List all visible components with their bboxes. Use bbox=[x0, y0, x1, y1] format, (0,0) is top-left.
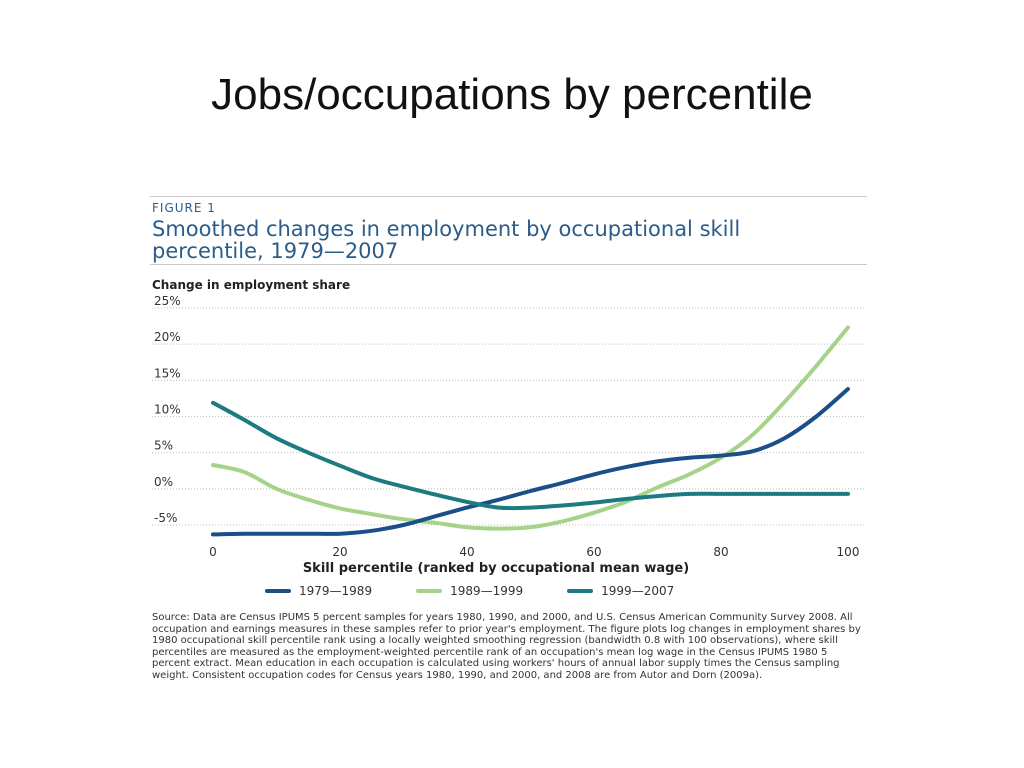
series-line-0 bbox=[213, 389, 848, 534]
legend-item bbox=[567, 584, 674, 598]
x-axis-ticks bbox=[209, 545, 859, 559]
x-tick-label: 20 bbox=[332, 545, 348, 559]
x-tick-label: 80 bbox=[713, 545, 729, 559]
x-tick-label: 0 bbox=[209, 545, 217, 559]
legend-label: 1999—2007 bbox=[601, 584, 675, 598]
legend-label: 1979—1989 bbox=[299, 584, 373, 598]
y-tick-label: 25% bbox=[154, 294, 181, 308]
chart-series bbox=[213, 328, 848, 535]
y-tick-label: -5% bbox=[154, 511, 178, 525]
y-axis-ticks bbox=[154, 294, 181, 525]
y-tick-label: 15% bbox=[154, 366, 181, 381]
figure-title: Smoothed changes in employment by occupational skill percentile, 1979—2007 bbox=[152, 217, 741, 263]
legend-item bbox=[265, 584, 372, 598]
slide-title: Jobs/occupations by percentile bbox=[211, 70, 813, 119]
x-tick-label: 60 bbox=[586, 545, 602, 559]
figure-source-note: Source: Data are Census IPUMS 5 percent samples for years 1980, 1990, and 2000, and U.S. Census American Community Survey 2008. All occupation and earnings measures in these samples refer to prior year's employment. The figure plots log changes in employment shares by 1980 occupational skill percentile rank using a locally weighted smoothing regression (bandwidth 0.8 with 100 observations), where skill percentiles are measured as the employment-weighted percentile rank of an occupation's mean log wage in the Census IPUMS 1980 5 percent extract. Mean education in each occupation is calculated using workers' hours of annual labor supply times the Census sampling weight. Consistent occupation codes for Census years 1980, 1990, and 2000, and 2008 are from Autor and Dorn (2009a). bbox=[152, 612, 861, 681]
y-tick-label: 5% bbox=[154, 438, 174, 453]
y-tick-label: 20% bbox=[154, 330, 181, 345]
x-tick-label: 100 bbox=[836, 545, 860, 559]
x-tick-label: 40 bbox=[459, 545, 475, 559]
y-tick-label: 10% bbox=[154, 402, 181, 417]
x-axis-label: Skill percentile (ranked by occupational mean wage) bbox=[302, 561, 690, 576]
legend-swatch bbox=[416, 589, 442, 593]
figure-label: FIGURE 1 bbox=[152, 201, 216, 215]
chart-legend bbox=[265, 584, 718, 598]
legend-item bbox=[416, 584, 523, 598]
legend-swatch bbox=[265, 589, 291, 593]
y-tick-label: 0% bbox=[154, 474, 174, 489]
legend-label: 1989—1999 bbox=[450, 584, 524, 598]
series-line-1 bbox=[213, 328, 848, 529]
y-axis-heading: Change in employment share bbox=[152, 278, 351, 292]
legend-swatch bbox=[567, 589, 593, 593]
